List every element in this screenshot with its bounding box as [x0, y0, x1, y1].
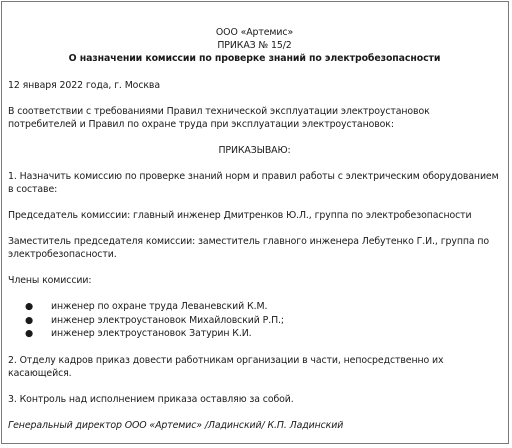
- members-label: Члены комиссии:: [8, 275, 92, 286]
- signature-line: Генеральный директор ООО «Артемис» /Ладинский/ К.П. Ладинский: [8, 419, 344, 431]
- bullet-icon: ●: [25, 301, 34, 312]
- members-list: [8, 300, 501, 341]
- commission-deputy: Заместитель председателя комиссии: заместитель главного инженера Лебутенко Г.И., группа по электробезопасности.: [8, 236, 490, 260]
- list-item: [8, 327, 501, 341]
- organization-name: ООО «Артемис»: [215, 27, 294, 38]
- preamble: В соответствии с требованиями Правил технической эксплуатации электроустановок потребителей и Правил по охране труда при эксплуатации электроустановок:: [8, 106, 430, 130]
- member-text: инженер по охране труда Леваневский К.М.: [51, 301, 268, 312]
- order-document: [1, 1, 509, 444]
- commission-chairman: Председатель комиссии: главный инженер Дмитренков Ю.Л., группа по электробезопасности: [8, 210, 472, 221]
- bullet-icon: ●: [25, 314, 34, 326]
- item-2: 2. Отделу кадров приказ довести работникам организации в части, непосредственно их касающейся.: [8, 354, 444, 379]
- date-place: 12 января 2022 года, г. Москва: [8, 80, 161, 91]
- member-text: инженер электроустановок Михайловский Р.П.;: [51, 314, 284, 326]
- bullet-icon: ●: [25, 328, 34, 339]
- member-text: инженер электроустановок Затурин К.И.: [51, 328, 252, 339]
- item-1: 1. Назначить комиссию по проверке знаний норм и правил работы с электрическим оборудованием в составе:: [8, 171, 499, 195]
- order-number: ПРИКАЗ № 15/2: [217, 40, 292, 51]
- list-item: [8, 314, 501, 328]
- order-word: ПРИКАЗЫВАЮ:: [218, 145, 291, 156]
- order-subject: О назначении комиссии по проверке знаний по электробезопасности: [68, 53, 441, 64]
- item-3: 3. Контроль над исполнением приказа оставляю за собой.: [8, 393, 294, 405]
- list-item: [8, 300, 501, 314]
